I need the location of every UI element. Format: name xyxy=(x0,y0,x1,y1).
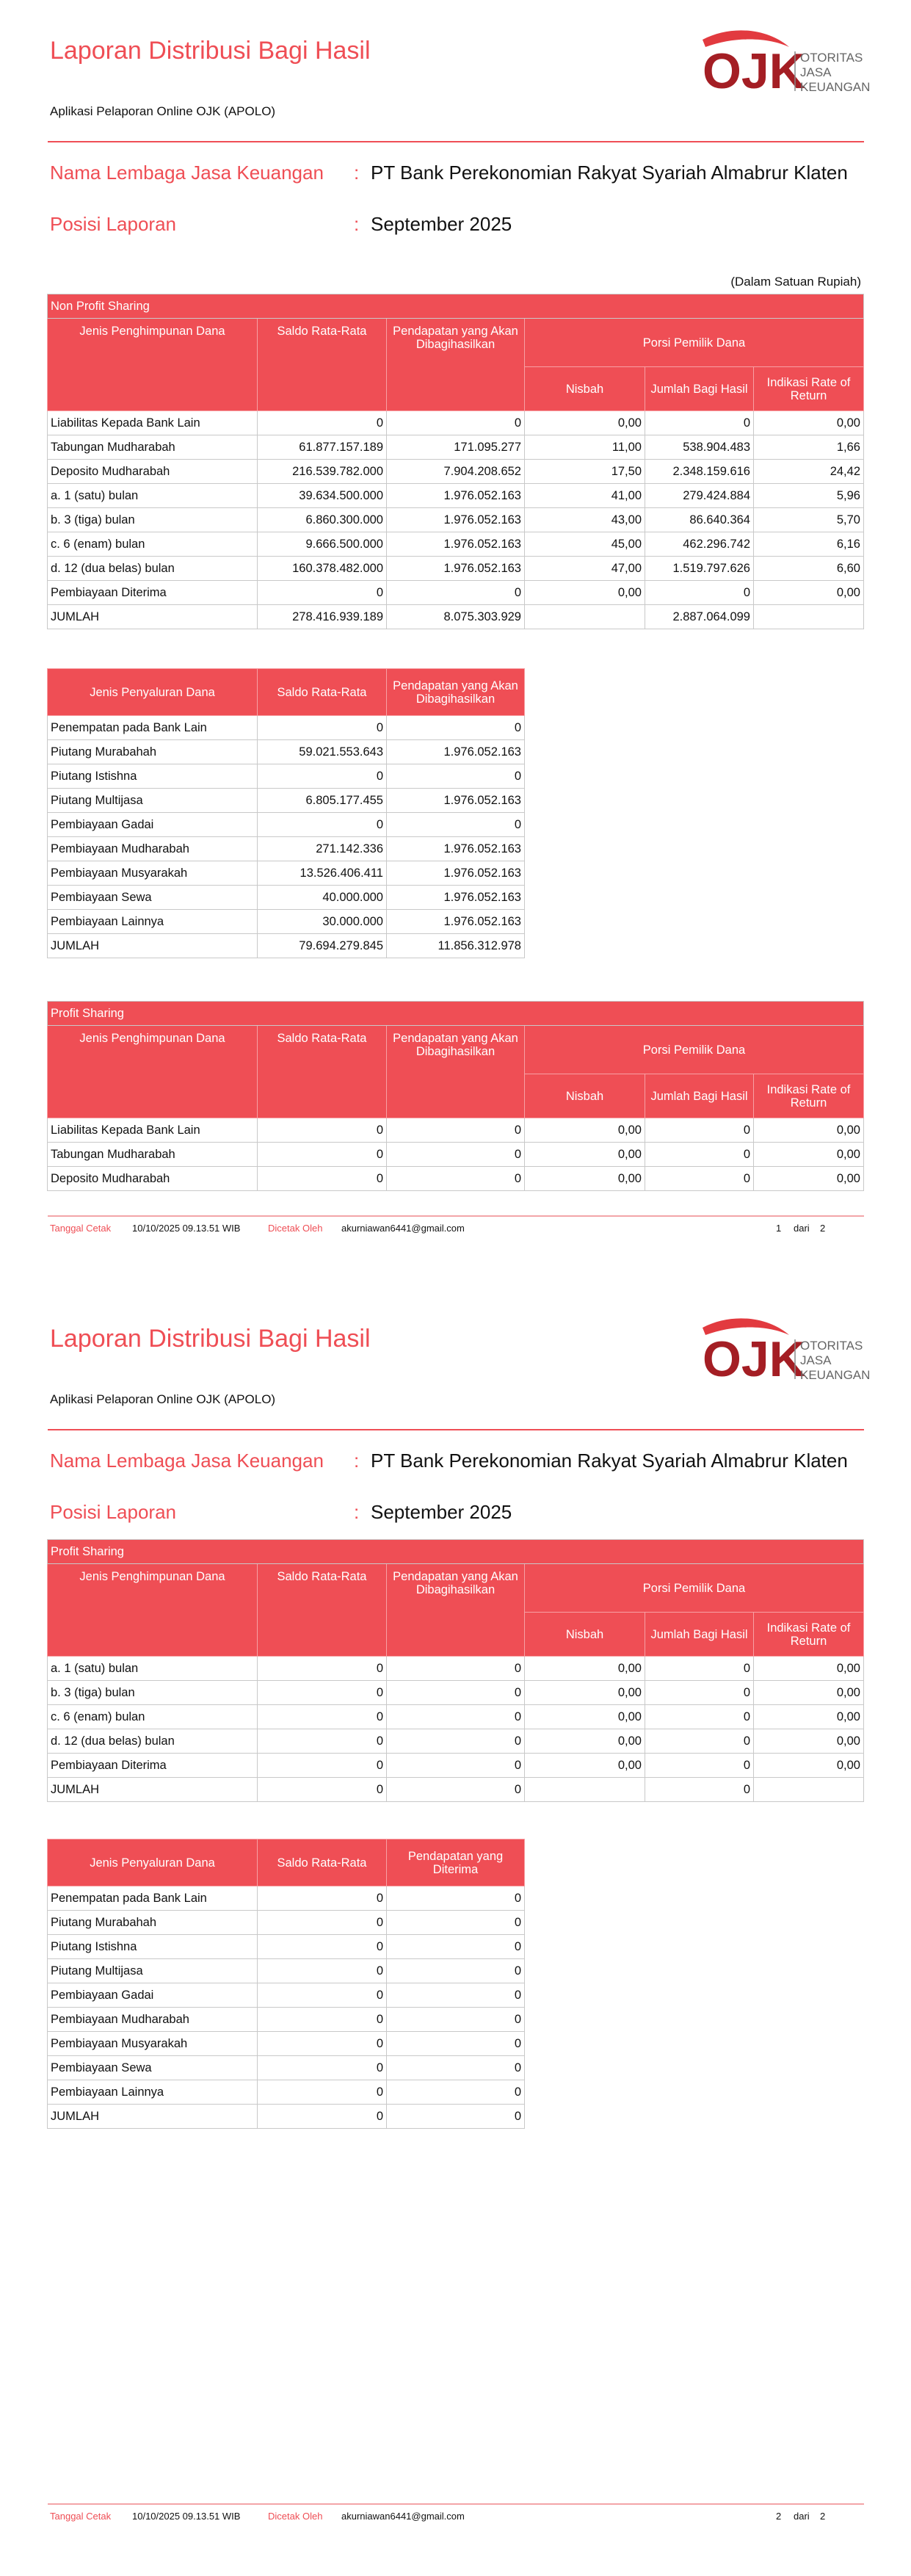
table-row xyxy=(48,740,525,764)
col-header-saldo: Saldo Rata-Rata xyxy=(258,1839,387,1886)
cell-saldo: 0 xyxy=(258,2105,387,2129)
table-total-row xyxy=(48,934,525,958)
cell-rate: 0,00 xyxy=(754,1118,864,1143)
table-row xyxy=(48,1681,864,1705)
cell-jumlah: 0 xyxy=(645,1681,754,1705)
cell-pendapatan: 11.856.312.978 xyxy=(387,934,525,958)
table-row xyxy=(48,716,525,740)
report-subtitle: Aplikasi Pelaporan Online OJK (APOLO) xyxy=(50,1392,276,1406)
cell-pendapatan: 1.976.052.163 xyxy=(387,740,525,764)
cell-saldo: 0 xyxy=(258,1935,387,1959)
col-header-jenis: Jenis Penghimpunan Dana xyxy=(48,1026,258,1118)
cell-nisbah: 45,00 xyxy=(525,532,645,557)
cell-saldo: 39.634.500.000 xyxy=(258,484,387,508)
col-header-saldo: Saldo Rata-Rata xyxy=(258,319,387,411)
cell-nisbah: 43,00 xyxy=(525,508,645,532)
cell-jenis: JUMLAH xyxy=(48,934,258,958)
table-total-row xyxy=(48,1778,864,1802)
cell-jenis: Pembiayaan Sewa xyxy=(48,886,258,910)
col-header-porsi: Porsi Pemilik Dana xyxy=(525,319,864,367)
cell-saldo: 0 xyxy=(258,1778,387,1802)
table-row xyxy=(48,532,864,557)
cell-saldo: 0 xyxy=(258,716,387,740)
profit-funding-table xyxy=(47,1539,864,1802)
cell-jenis: Piutang Multijasa xyxy=(48,789,258,813)
cell-jenis: Pembiayaan Gadai xyxy=(48,1983,258,2008)
cell-saldo: 59.021.553.643 xyxy=(258,740,387,764)
cell-pendapatan: 0 xyxy=(387,581,525,605)
cell-nisbah xyxy=(525,1778,645,1802)
table-row xyxy=(48,789,525,813)
cell-nisbah: 41,00 xyxy=(525,484,645,508)
table-row xyxy=(48,910,525,934)
table-row xyxy=(48,861,525,886)
col-header-porsi: Porsi Pemilik Dana xyxy=(525,1026,864,1074)
cell-jenis: JUMLAH xyxy=(48,1778,258,1802)
report-page-2 xyxy=(0,1288,911,2576)
cell-saldo: 0 xyxy=(258,1983,387,2008)
col-header-jumlah: Jumlah Bagi Hasil xyxy=(645,367,754,411)
report-title: Laporan Distribusi Bagi Hasil xyxy=(50,1325,371,1353)
cell-jenis: Pembiayaan Mudharabah xyxy=(48,2008,258,2032)
cell-pendapatan: 0 xyxy=(387,1935,525,1959)
cell-jenis: Pembiayaan Lainnya xyxy=(48,2080,258,2105)
cell-saldo: 79.694.279.845 xyxy=(258,934,387,958)
cell-jenis: b. 3 (tiga) bulan xyxy=(48,508,258,532)
cell-saldo: 0 xyxy=(258,1754,387,1778)
col-header-indikasi: Indikasi Rate of Return xyxy=(754,367,864,411)
cell-pendapatan: 1.976.052.163 xyxy=(387,910,525,934)
printed-by-label: Dicetak Oleh xyxy=(268,2511,323,2522)
cell-rate: 5,70 xyxy=(754,508,864,532)
svg-text:KEUANGAN: KEUANGAN xyxy=(800,1368,870,1382)
table-row xyxy=(48,2032,525,2056)
table-row xyxy=(48,1729,864,1754)
distribution-table xyxy=(47,1839,525,2129)
position-value: September 2025 xyxy=(371,213,512,235)
col-header-indikasi: Indikasi Rate of Return xyxy=(754,1613,864,1657)
cell-pendapatan: 7.904.208.652 xyxy=(387,460,525,484)
col-header-pendapatan: Pendapatan yang Akan Dibagihasilkan xyxy=(387,1564,525,1657)
cell-jenis: Piutang Murabahah xyxy=(48,1911,258,1935)
cell-pendapatan: 171.095.277 xyxy=(387,435,525,460)
cell-jenis: Piutang Murabahah xyxy=(48,740,258,764)
cell-pendapatan: 0 xyxy=(387,2056,525,2080)
cell-saldo: 0 xyxy=(258,1681,387,1705)
cell-jenis: Tabungan Mudharabah xyxy=(48,1143,258,1167)
non-profit-funding-table xyxy=(47,294,864,629)
table-row xyxy=(48,886,525,910)
page-of: dari xyxy=(794,2511,810,2522)
table-row xyxy=(48,813,525,837)
section-label: Profit Sharing xyxy=(48,1002,864,1026)
table-row xyxy=(48,764,525,789)
cell-saldo: 0 xyxy=(258,2008,387,2032)
table-row xyxy=(48,1935,525,1959)
cell-pendapatan: 0 xyxy=(387,1681,525,1705)
cell-saldo: 0 xyxy=(258,581,387,605)
col-header-saldo: Saldo Rata-Rata xyxy=(258,669,387,716)
colon: : xyxy=(354,1450,360,1472)
cell-pendapatan: 0 xyxy=(387,1886,525,1911)
cell-saldo: 6.805.177.455 xyxy=(258,789,387,813)
cell-jenis: Penempatan pada Bank Lain xyxy=(48,1886,258,1911)
col-header-nisbah: Nisbah xyxy=(525,1074,645,1118)
cell-nisbah: 0,00 xyxy=(525,1729,645,1754)
table-row xyxy=(48,1983,525,2008)
cell-saldo: 0 xyxy=(258,2032,387,2056)
cell-saldo: 0 xyxy=(258,1729,387,1754)
table-row xyxy=(48,1118,864,1143)
cell-pendapatan: 1.976.052.163 xyxy=(387,886,525,910)
col-header-pendapatan: Pendapatan yang Akan Dibagihasilkan xyxy=(387,319,525,411)
col-header-jenis: Jenis Penyaluran Dana xyxy=(48,1839,258,1886)
cell-pendapatan: 0 xyxy=(387,1911,525,1935)
cell-jenis: Pembiayaan Lainnya xyxy=(48,910,258,934)
cell-pendapatan: 1.976.052.163 xyxy=(387,532,525,557)
cell-jumlah: 0 xyxy=(645,1143,754,1167)
cell-pendapatan: 1.976.052.163 xyxy=(387,557,525,581)
cell-saldo: 0 xyxy=(258,764,387,789)
cell-jenis: d. 12 (dua belas) bulan xyxy=(48,1729,258,1754)
table-row xyxy=(48,460,864,484)
cell-pendapatan: 0 xyxy=(387,2032,525,2056)
position-value: September 2025 xyxy=(371,1501,512,1523)
cell-nisbah: 17,50 xyxy=(525,460,645,484)
cell-pendapatan: 0 xyxy=(387,2105,525,2129)
cell-rate: 6,60 xyxy=(754,557,864,581)
print-date-label: Tanggal Cetak xyxy=(50,2511,112,2522)
cell-jenis: Pembiayaan Musyarakah xyxy=(48,2032,258,2056)
cell-jenis: b. 3 (tiga) bulan xyxy=(48,1681,258,1705)
cell-pendapatan: 0 xyxy=(387,813,525,837)
cell-jumlah: 0 xyxy=(645,581,754,605)
cell-pendapatan: 1.976.052.163 xyxy=(387,484,525,508)
col-header-pendapatan: Pendapatan yang Akan Dibagihasilkan xyxy=(387,1026,525,1118)
col-header-jenis: Jenis Penghimpunan Dana xyxy=(48,319,258,411)
col-header-nisbah: Nisbah xyxy=(525,1613,645,1657)
report-title: Laporan Distribusi Bagi Hasil xyxy=(50,37,371,65)
cell-rate: 0,00 xyxy=(754,1705,864,1729)
cell-jumlah: 0 xyxy=(645,1167,754,1191)
cell-jenis: Pembiayaan Musyarakah xyxy=(48,861,258,886)
cell-pendapatan: 1.976.052.163 xyxy=(387,837,525,861)
table-row xyxy=(48,2056,525,2080)
cell-saldo: 0 xyxy=(258,2080,387,2105)
institution-value: PT Bank Perekonomian Rakyat Syariah Almabrur Klaten xyxy=(371,162,848,184)
cell-saldo: 0 xyxy=(258,1143,387,1167)
cell-rate xyxy=(754,1778,864,1802)
svg-text:KEUANGAN: KEUANGAN xyxy=(800,80,870,94)
cell-jenis: Pembiayaan Mudharabah xyxy=(48,837,258,861)
cell-jumlah: 0 xyxy=(645,1729,754,1754)
institution-label: Nama Lembaga Jasa Keuangan xyxy=(50,1450,324,1472)
distribution-table xyxy=(47,668,525,958)
col-header-pendapatan: Pendapatan yang Akan Dibagihasilkan xyxy=(387,669,525,716)
cell-saldo: 6.860.300.000 xyxy=(258,508,387,532)
unit-note: (Dalam Satuan Rupiah) xyxy=(730,275,861,289)
cell-rate: 0,00 xyxy=(754,1754,864,1778)
printed-by-label: Dicetak Oleh xyxy=(268,1223,323,1234)
cell-saldo: 0 xyxy=(258,1118,387,1143)
cell-saldo: 0 xyxy=(258,1911,387,1935)
cell-nisbah: 0,00 xyxy=(525,1143,645,1167)
colon: : xyxy=(354,162,360,184)
cell-saldo: 278.416.939.189 xyxy=(258,605,387,629)
table-row xyxy=(48,1167,864,1191)
cell-nisbah: 11,00 xyxy=(525,435,645,460)
cell-jumlah: 0 xyxy=(645,411,754,435)
cell-pendapatan: 0 xyxy=(387,411,525,435)
ojk-logo xyxy=(701,1313,870,1383)
cell-jumlah: 462.296.742 xyxy=(645,532,754,557)
cell-nisbah xyxy=(525,605,645,629)
colon: : xyxy=(354,1501,360,1523)
svg-text:OTORITAS: OTORITAS xyxy=(800,51,863,65)
cell-jenis: Deposito Mudharabah xyxy=(48,460,258,484)
colon: : xyxy=(354,213,360,235)
col-header-jumlah: Jumlah Bagi Hasil xyxy=(645,1613,754,1657)
cell-saldo: 9.666.500.000 xyxy=(258,532,387,557)
cell-jumlah: 2.887.064.099 xyxy=(645,605,754,629)
printed-by: akurniawan6441@gmail.com xyxy=(341,1223,465,1234)
cell-jenis: Pembiayaan Gadai xyxy=(48,813,258,837)
cell-nisbah: 0,00 xyxy=(525,1681,645,1705)
svg-text:OJK: OJK xyxy=(703,1331,805,1383)
cell-saldo: 0 xyxy=(258,1959,387,1983)
cell-jenis: Tabungan Mudharabah xyxy=(48,435,258,460)
cell-saldo: 0 xyxy=(258,1886,387,1911)
cell-nisbah: 0,00 xyxy=(525,1118,645,1143)
cell-saldo: 13.526.406.411 xyxy=(258,861,387,886)
cell-jumlah: 0 xyxy=(645,1705,754,1729)
cell-nisbah: 0,00 xyxy=(525,411,645,435)
col-header-nisbah: Nisbah xyxy=(525,367,645,411)
cell-rate: 0,00 xyxy=(754,1143,864,1167)
cell-pendapatan: 0 xyxy=(387,1729,525,1754)
table-row xyxy=(48,2080,525,2105)
svg-text:JASA: JASA xyxy=(800,1353,832,1367)
cell-pendapatan: 1.976.052.163 xyxy=(387,789,525,813)
cell-jumlah: 538.904.483 xyxy=(645,435,754,460)
position-label: Posisi Laporan xyxy=(50,213,176,235)
table-row xyxy=(48,508,864,532)
svg-text:OTORITAS: OTORITAS xyxy=(800,1339,863,1353)
cell-jenis: Penempatan pada Bank Lain xyxy=(48,716,258,740)
institution-label: Nama Lembaga Jasa Keuangan xyxy=(50,162,324,184)
cell-rate: 0,00 xyxy=(754,581,864,605)
cell-nisbah: 0,00 xyxy=(525,1657,645,1681)
col-header-jenis: Jenis Penyaluran Dana xyxy=(48,669,258,716)
page-number: 2 xyxy=(776,2511,782,2522)
print-date-label: Tanggal Cetak xyxy=(50,1223,112,1234)
header-divider xyxy=(48,141,864,142)
cell-jenis: Piutang Multijasa xyxy=(48,1959,258,1983)
col-header-jumlah: Jumlah Bagi Hasil xyxy=(645,1074,754,1118)
cell-pendapatan: 8.075.303.929 xyxy=(387,605,525,629)
table-row xyxy=(48,581,864,605)
cell-jumlah: 0 xyxy=(645,1778,754,1802)
total-pages: 2 xyxy=(820,1223,826,1234)
cell-jumlah: 0 xyxy=(645,1754,754,1778)
cell-nisbah: 0,00 xyxy=(525,1167,645,1191)
table-row xyxy=(48,557,864,581)
cell-nisbah: 0,00 xyxy=(525,1705,645,1729)
cell-jenis: a. 1 (satu) bulan xyxy=(48,1657,258,1681)
ojk-logo xyxy=(701,25,870,95)
cell-saldo: 0 xyxy=(258,813,387,837)
page-of: dari xyxy=(794,1223,810,1234)
cell-jumlah: 1.519.797.626 xyxy=(645,557,754,581)
cell-saldo: 0 xyxy=(258,2056,387,2080)
col-header-jenis: Jenis Penghimpunan Dana xyxy=(48,1564,258,1657)
cell-rate: 0,00 xyxy=(754,1729,864,1754)
cell-rate: 0,00 xyxy=(754,1167,864,1191)
table-row xyxy=(48,484,864,508)
cell-pendapatan: 0 xyxy=(387,1959,525,1983)
col-header-indikasi: Indikasi Rate of Return xyxy=(754,1074,864,1118)
table-row xyxy=(48,1959,525,1983)
cell-nisbah: 0,00 xyxy=(525,581,645,605)
table-row xyxy=(48,1657,864,1681)
cell-saldo: 216.539.782.000 xyxy=(258,460,387,484)
cell-saldo: 30.000.000 xyxy=(258,910,387,934)
page-number: 1 xyxy=(776,1223,782,1234)
table-row xyxy=(48,837,525,861)
printed-by: akurniawan6441@gmail.com xyxy=(341,2511,465,2522)
cell-jenis: Liabilitas Kepada Bank Lain xyxy=(48,411,258,435)
cell-rate: 0,00 xyxy=(754,1657,864,1681)
table-row xyxy=(48,1886,525,1911)
total-pages: 2 xyxy=(820,2511,826,2522)
cell-rate: 5,96 xyxy=(754,484,864,508)
col-header-saldo: Saldo Rata-Rata xyxy=(258,1564,387,1657)
cell-saldo: 0 xyxy=(258,411,387,435)
cell-pendapatan: 1.976.052.163 xyxy=(387,508,525,532)
table-row xyxy=(48,1754,864,1778)
table-total-row xyxy=(48,2105,525,2129)
section-label: Profit Sharing xyxy=(48,1540,864,1564)
cell-jenis: c. 6 (enam) bulan xyxy=(48,532,258,557)
cell-jenis: JUMLAH xyxy=(48,2105,258,2129)
table-total-row xyxy=(48,605,864,629)
cell-pendapatan: 0 xyxy=(387,1167,525,1191)
cell-nisbah: 47,00 xyxy=(525,557,645,581)
print-date: 10/10/2025 09.13.51 WIB xyxy=(132,1223,241,1234)
cell-saldo: 61.877.157.189 xyxy=(258,435,387,460)
cell-pendapatan: 0 xyxy=(387,1118,525,1143)
cell-pendapatan: 0 xyxy=(387,1705,525,1729)
cell-saldo: 0 xyxy=(258,1167,387,1191)
cell-pendapatan: 0 xyxy=(387,1143,525,1167)
cell-jenis: Pembiayaan Diterima xyxy=(48,1754,258,1778)
table-row xyxy=(48,411,864,435)
svg-text:JASA: JASA xyxy=(800,65,832,79)
cell-jenis: Piutang Istishna xyxy=(48,764,258,789)
cell-jumlah: 86.640.364 xyxy=(645,508,754,532)
svg-text:OJK: OJK xyxy=(703,43,805,95)
cell-rate xyxy=(754,605,864,629)
institution-value: PT Bank Perekonomian Rakyat Syariah Almabrur Klaten xyxy=(371,1450,848,1472)
cell-nisbah: 0,00 xyxy=(525,1754,645,1778)
cell-jenis: Liabilitas Kepada Bank Lain xyxy=(48,1118,258,1143)
cell-jenis: c. 6 (enam) bulan xyxy=(48,1705,258,1729)
cell-rate: 0,00 xyxy=(754,1681,864,1705)
cell-jumlah: 2.348.159.616 xyxy=(645,460,754,484)
cell-saldo: 0 xyxy=(258,1705,387,1729)
cell-jenis: Piutang Istishna xyxy=(48,1935,258,1959)
cell-pendapatan: 0 xyxy=(387,1754,525,1778)
section-label: Non Profit Sharing xyxy=(48,294,864,319)
cell-jenis: d. 12 (dua belas) bulan xyxy=(48,557,258,581)
cell-pendapatan: 0 xyxy=(387,716,525,740)
cell-saldo: 271.142.336 xyxy=(258,837,387,861)
cell-rate: 0,00 xyxy=(754,411,864,435)
cell-pendapatan: 0 xyxy=(387,1657,525,1681)
cell-jumlah: 0 xyxy=(645,1657,754,1681)
col-header-porsi: Porsi Pemilik Dana xyxy=(525,1564,864,1613)
print-date: 10/10/2025 09.13.51 WIB xyxy=(132,2511,241,2522)
report-subtitle: Aplikasi Pelaporan Online OJK (APOLO) xyxy=(50,104,276,118)
cell-rate: 24,42 xyxy=(754,460,864,484)
cell-rate: 6,16 xyxy=(754,532,864,557)
cell-jenis: Pembiayaan Diterima xyxy=(48,581,258,605)
col-header-saldo: Saldo Rata-Rata xyxy=(258,1026,387,1118)
cell-jumlah: 279.424.884 xyxy=(645,484,754,508)
cell-pendapatan: 1.976.052.163 xyxy=(387,861,525,886)
cell-jenis: a. 1 (satu) bulan xyxy=(48,484,258,508)
cell-pendapatan: 0 xyxy=(387,2008,525,2032)
cell-saldo: 160.378.482.000 xyxy=(258,557,387,581)
cell-pendapatan: 0 xyxy=(387,1983,525,2008)
table-row xyxy=(48,1143,864,1167)
col-header-pendapatan: Pendapatan yang Diterima xyxy=(387,1839,525,1886)
cell-rate: 1,66 xyxy=(754,435,864,460)
cell-jenis: JUMLAH xyxy=(48,605,258,629)
table-row xyxy=(48,2008,525,2032)
cell-jenis: Pembiayaan Sewa xyxy=(48,2056,258,2080)
header-divider xyxy=(48,1429,864,1430)
position-label: Posisi Laporan xyxy=(50,1501,176,1523)
cell-jenis: Deposito Mudharabah xyxy=(48,1167,258,1191)
table-row xyxy=(48,1705,864,1729)
profit-funding-table xyxy=(47,1001,864,1191)
cell-saldo: 0 xyxy=(258,1657,387,1681)
cell-jumlah: 0 xyxy=(645,1118,754,1143)
table-row xyxy=(48,1911,525,1935)
cell-pendapatan: 0 xyxy=(387,1778,525,1802)
cell-pendapatan: 0 xyxy=(387,2080,525,2105)
cell-pendapatan: 0 xyxy=(387,764,525,789)
table-row xyxy=(48,435,864,460)
cell-saldo: 40.000.000 xyxy=(258,886,387,910)
